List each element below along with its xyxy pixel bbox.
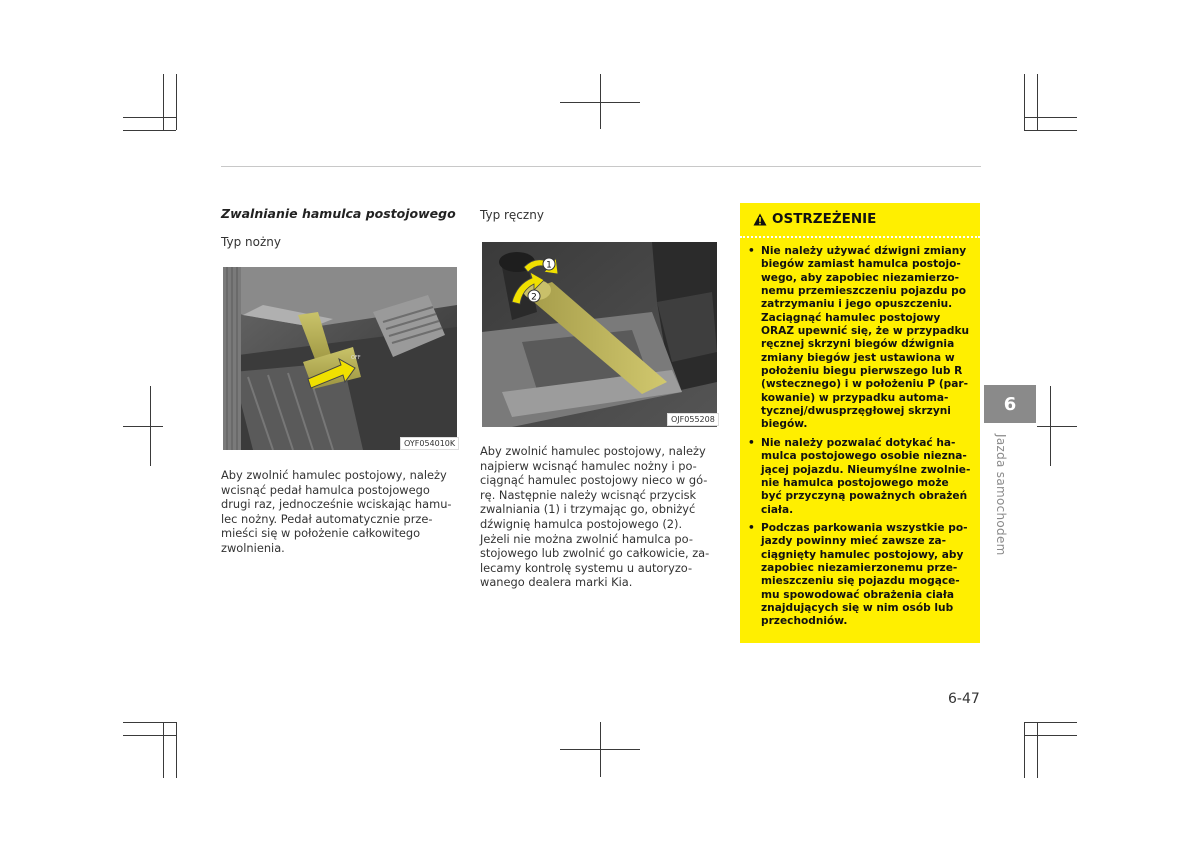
paragraph-line: wanego dealera marki Kia. bbox=[480, 575, 633, 590]
crop-mark bbox=[1024, 130, 1077, 131]
middle-paragraph bbox=[480, 444, 719, 590]
paragraph-line: Aby zwolnić hamulec postojowy, należy bbox=[480, 444, 706, 458]
chapter-number-tab: 6 bbox=[984, 385, 1036, 423]
crop-mark bbox=[1037, 74, 1038, 130]
crop-mark bbox=[1024, 117, 1077, 118]
paragraph-line: drugi raz, jednocześnie wciskając hamu- bbox=[221, 497, 452, 512]
warning-line: ORAZ upewnić się, że w przypadku bbox=[761, 325, 970, 338]
warning-line: nemu przemieszczeniu pojazdu po bbox=[761, 285, 966, 298]
warning-line: mulca postojowego osobie niezna- bbox=[761, 450, 967, 463]
crop-mark bbox=[123, 130, 176, 131]
crop-mark bbox=[1024, 74, 1025, 130]
callout-2: 2 bbox=[531, 292, 537, 303]
warning-line: położeniu biegu pierwszego lub R bbox=[761, 365, 963, 378]
warning-line: jazdy powinny mieć zawsze za- bbox=[761, 535, 947, 548]
warning-line: kowanie) w przypadku automa- bbox=[761, 391, 949, 404]
header-rule bbox=[221, 166, 981, 167]
paragraph-line: dźwignię hamulca postojowego (2). bbox=[480, 516, 683, 531]
warning-line: biegów zamiast hamulca postojo- bbox=[761, 258, 961, 271]
foot-type-subhead: Typ nożny bbox=[221, 235, 281, 249]
paragraph-line: najpierw wcisnąć hamulec nożny i po- bbox=[480, 458, 697, 473]
crop-mark bbox=[176, 722, 177, 778]
warning-line: ciała. bbox=[761, 503, 794, 516]
warning-line: wego, aby zapobiec niezamierzo- bbox=[761, 271, 960, 284]
page-number: 6-47 bbox=[948, 691, 980, 707]
warning-title: OSTRZEŻENIE bbox=[772, 211, 877, 227]
warning-line: tycznej/dwusprzęgłowej skrzyni bbox=[761, 405, 951, 418]
warning-line: ciągnięty hamulec postojowy, aby bbox=[761, 548, 964, 561]
section-title: Zwalnianie hamulca postojowego bbox=[221, 206, 456, 221]
hand-brake-photo bbox=[482, 242, 717, 427]
warning-box bbox=[740, 203, 980, 643]
crop-mark bbox=[123, 117, 176, 118]
paragraph-line: wcisnąć pedał hamulca postojowego bbox=[221, 482, 430, 497]
warning-line: znajdujących się w nim osób lub bbox=[761, 601, 954, 614]
crop-mark bbox=[176, 74, 177, 130]
warning-line: Nie należy pozwalać dotykać ha- bbox=[761, 436, 956, 449]
warning-line: zmiany biegów jest ustawiona w bbox=[761, 351, 955, 364]
crop-mark bbox=[1024, 735, 1077, 736]
crop-mark bbox=[123, 735, 176, 736]
registration-mark bbox=[123, 426, 163, 427]
registration-mark bbox=[600, 74, 601, 129]
paragraph-line: stojowego lub zwolnić go całkowicie, za- bbox=[480, 546, 710, 561]
image-code-label: OJF055208 bbox=[667, 413, 719, 426]
paragraph-line: rę. Następnie należy wcisnąć przycisk bbox=[480, 487, 697, 502]
warning-line: ręcznej skrzyni biegów dźwignia bbox=[761, 338, 955, 351]
crop-mark bbox=[1024, 722, 1025, 778]
crop-mark bbox=[1024, 722, 1077, 723]
svg-text:OFF: OFF bbox=[351, 355, 361, 361]
left-paragraph bbox=[221, 468, 460, 556]
warning-separator bbox=[740, 236, 980, 238]
warning-line: Nie należy używać dźwigni zmiany bbox=[761, 245, 967, 257]
registration-mark bbox=[1037, 426, 1077, 427]
warning-line: nie hamulca postojowego może bbox=[761, 476, 949, 489]
paragraph-line: Aby zwolnić hamulec postojowy, należy bbox=[221, 468, 447, 482]
bullet: • bbox=[748, 245, 755, 257]
chapter-label: Jazda samochodem bbox=[994, 434, 1008, 556]
warning-line: biegów. bbox=[761, 418, 808, 431]
warning-line: mieszczeniu się pojazdu mogące- bbox=[761, 575, 960, 588]
foot-brake-photo bbox=[223, 267, 457, 450]
warning-triangle-icon bbox=[753, 213, 767, 226]
warning-line: Zaciągnąć hamulec postojowy bbox=[761, 311, 941, 324]
crop-mark bbox=[163, 722, 164, 778]
warning-line: być przyczyną poważnych obrażeń bbox=[761, 490, 968, 503]
paragraph-line: mieści się w położenie całkowitego bbox=[221, 526, 421, 541]
hand-type-subhead: Typ ręczny bbox=[480, 208, 544, 222]
bullet: • bbox=[748, 436, 755, 449]
paragraph-line: zwalniania (1) i trzymając go, obniżyć bbox=[480, 502, 696, 517]
crop-mark bbox=[163, 74, 164, 130]
warning-header bbox=[753, 211, 876, 227]
registration-mark bbox=[150, 386, 151, 466]
warning-line: zapobiec niezamierzonemu prze- bbox=[761, 561, 958, 574]
image-code-label: OYF054010K bbox=[400, 437, 459, 450]
warning-line: jącej pojazdu. Nieumyślne zwolnie- bbox=[761, 463, 971, 476]
warning-line: zatrzymaniu i jego opuszczeniu. bbox=[761, 298, 953, 311]
registration-mark bbox=[600, 722, 601, 777]
paragraph-line: zwolnienia. bbox=[221, 540, 285, 555]
crop-mark bbox=[1037, 722, 1038, 778]
warning-line: (wstecznego) i w położeniu P (par- bbox=[761, 378, 969, 391]
warning-item bbox=[748, 522, 972, 629]
warning-line: Podczas parkowania wszystkie po- bbox=[761, 521, 968, 534]
paragraph-line: lec nożny. Pedał automatycznie prze- bbox=[221, 511, 433, 526]
warning-line: przechodniów. bbox=[761, 615, 848, 628]
callout-1: 1 bbox=[546, 260, 552, 271]
warning-list bbox=[748, 245, 972, 634]
warning-line: mu spowodować obrażenia ciała bbox=[761, 588, 954, 601]
paragraph-line: ciągnąć hamulec postojowy nieco w gó- bbox=[480, 473, 708, 488]
paragraph-line: Jeżeli nie można zwolnić hamulca po- bbox=[480, 531, 693, 546]
warning-item bbox=[748, 245, 972, 432]
registration-mark bbox=[1050, 386, 1051, 466]
bullet: • bbox=[748, 521, 755, 534]
paragraph-line: lecamy kontrolę systemu u autoryzo- bbox=[480, 560, 693, 575]
crop-mark bbox=[123, 722, 176, 723]
warning-item bbox=[748, 437, 972, 517]
